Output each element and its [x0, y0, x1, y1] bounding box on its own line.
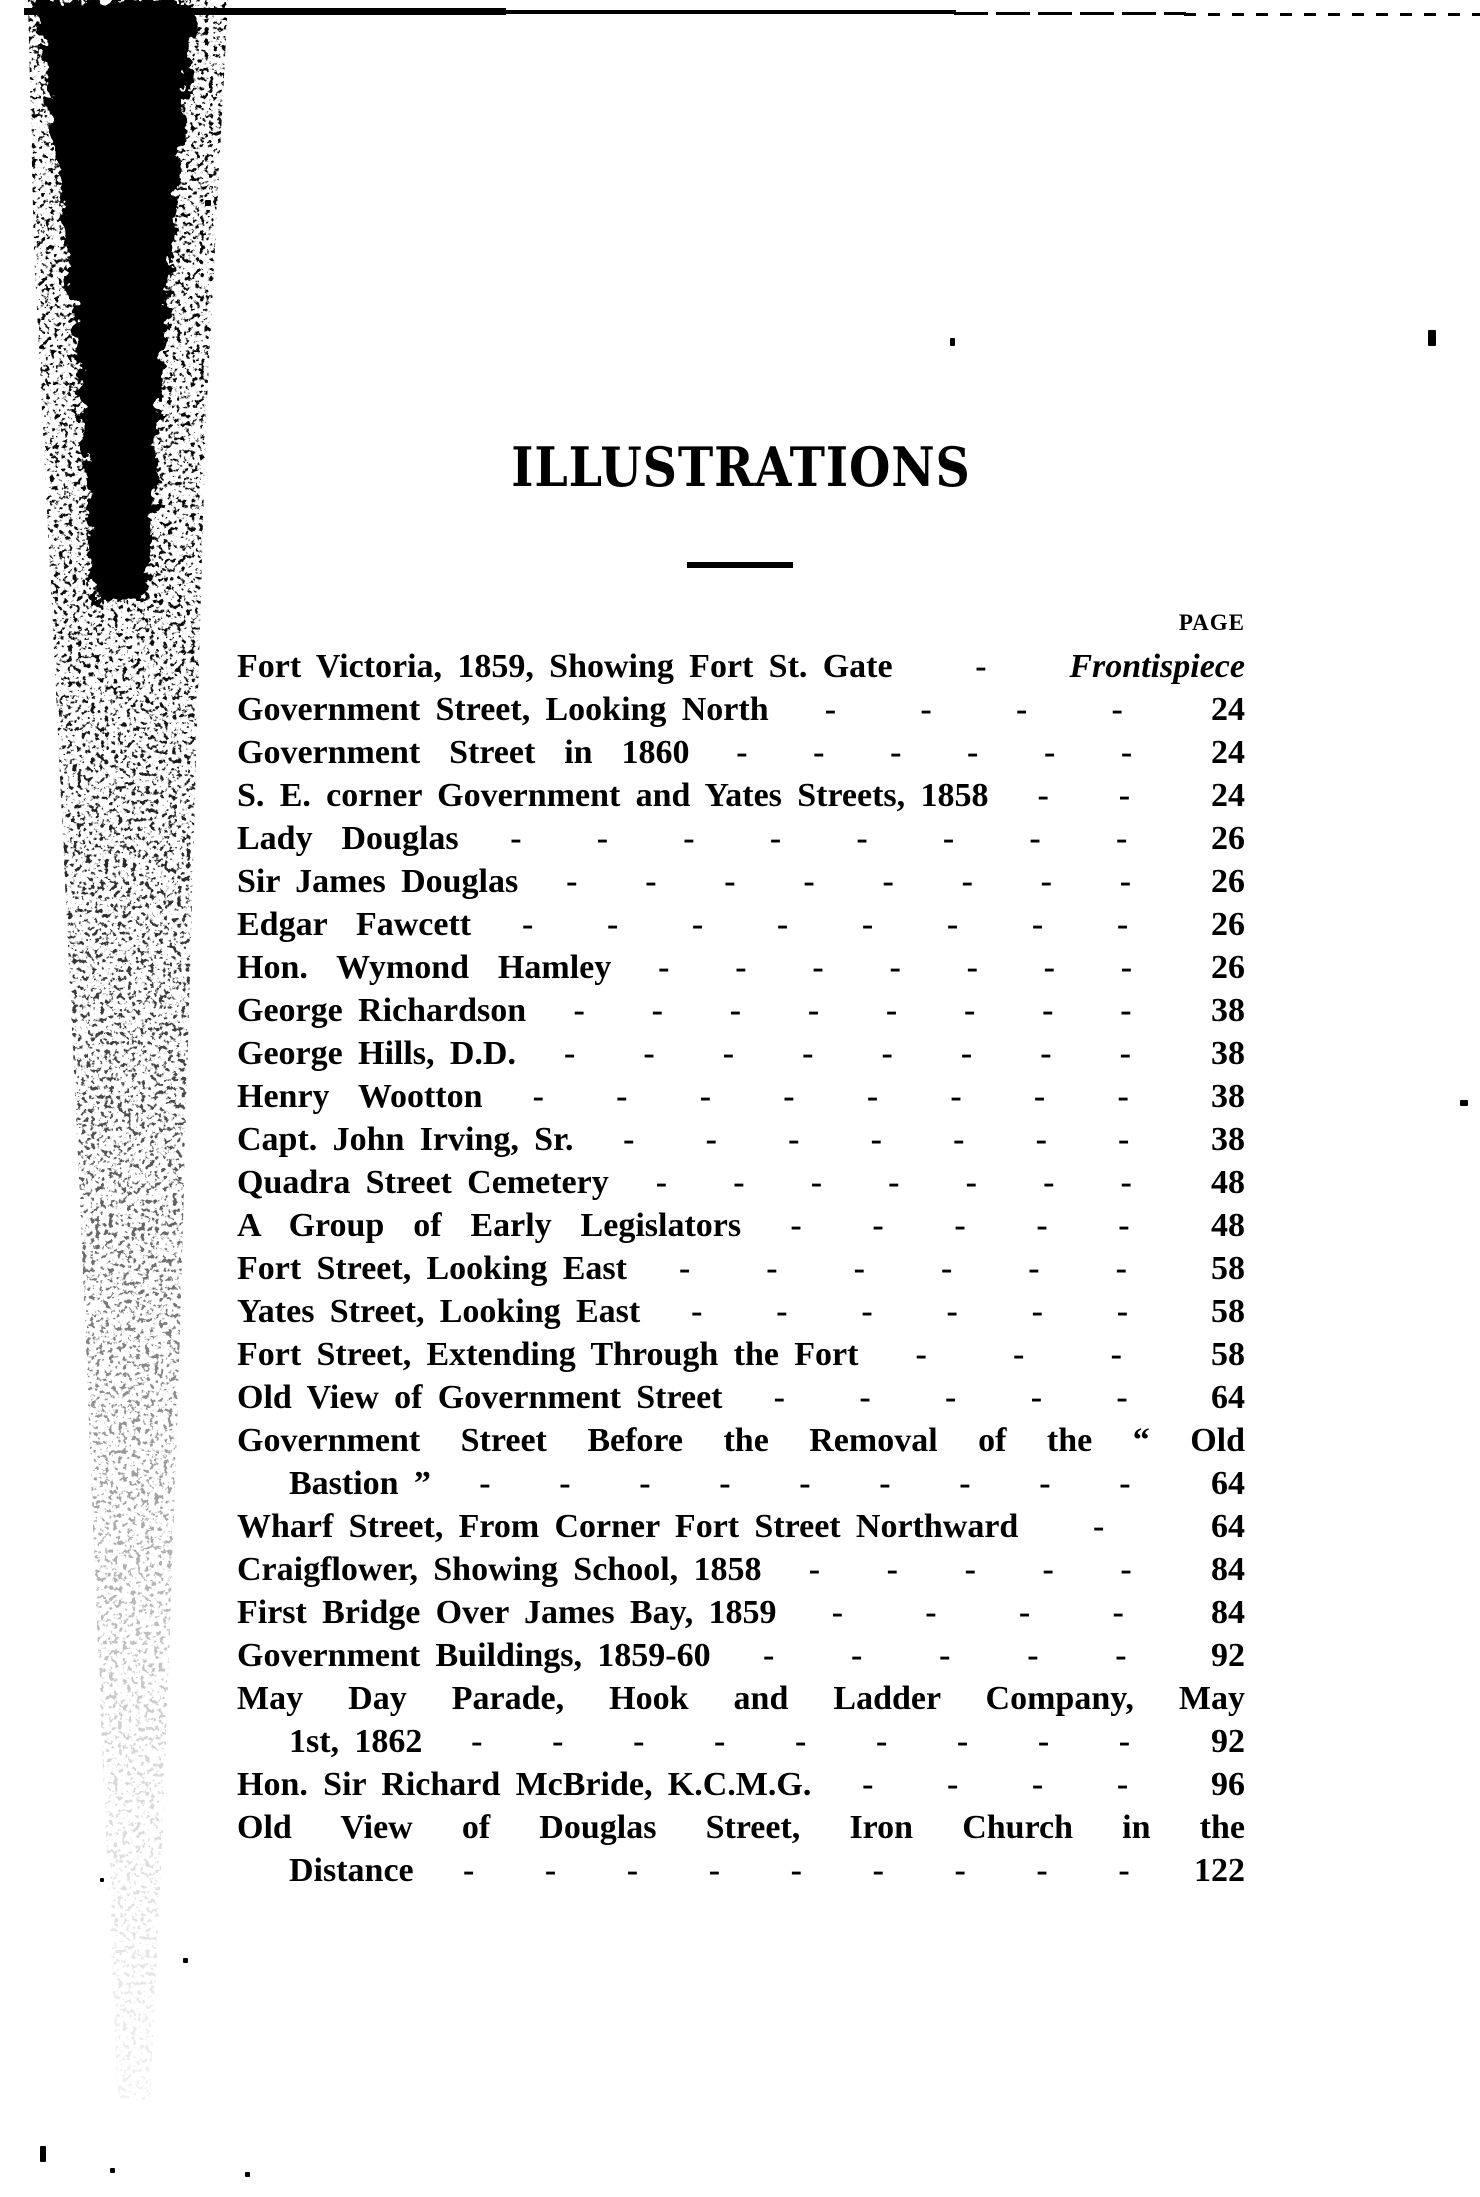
- entry-page: 26: [1211, 949, 1245, 986]
- leader-dash: -: [1117, 1078, 1129, 1115]
- leader-dash: -: [705, 1121, 717, 1158]
- leader-dash: -: [1031, 1293, 1043, 1330]
- leader-dashes: [858, 1333, 1179, 1376]
- leader-dash: -: [544, 1852, 557, 1889]
- leader-dash: -: [1042, 1551, 1054, 1588]
- ink-speck: [1460, 1100, 1468, 1106]
- entry-page: 64: [1211, 1379, 1245, 1416]
- toc-entry-row: [237, 1376, 1245, 1419]
- leader-dash: -: [886, 1551, 898, 1588]
- leader-dash: -: [729, 992, 742, 1029]
- leader-dash: -: [1040, 863, 1052, 900]
- entry-page: 24: [1211, 777, 1245, 814]
- leader-dash: -: [708, 1852, 721, 1889]
- leader-dash: -: [939, 1637, 951, 1674]
- leader-dash: -: [1115, 820, 1128, 857]
- leader-dash: -: [626, 1852, 639, 1889]
- leader-dash: -: [1040, 1035, 1052, 1072]
- entry-page: 38: [1211, 1121, 1245, 1158]
- leader-dash: -: [783, 1078, 795, 1115]
- leader-dashes: [893, 645, 1070, 688]
- leader-dash: -: [606, 906, 619, 943]
- toc-entry-row: [237, 946, 1245, 989]
- entry-page: 26: [1211, 906, 1245, 943]
- leader-dashes: [640, 1290, 1179, 1333]
- leader-dash: -: [623, 1121, 635, 1158]
- leader-dashes: [516, 1032, 1179, 1075]
- entry-page: 122: [1194, 1852, 1245, 1889]
- toc-entry-row: [237, 1591, 1245, 1634]
- entry-title: Lady Douglas: [237, 820, 459, 857]
- leader-dash: -: [1116, 906, 1129, 943]
- leader-dash: -: [799, 1465, 811, 1502]
- entry-title: Fort Victoria, 1859, Showing Fort St. Gate: [237, 648, 893, 685]
- leader-dashes: [741, 1204, 1179, 1247]
- toc-entry-row: [237, 774, 1245, 817]
- entry-title-wrapped-line: May Day Parade, Hook and Ladder Company, May: [237, 1680, 1245, 1717]
- leader-dash: -: [733, 1164, 745, 1201]
- leader-dash: -: [794, 1723, 807, 1760]
- entry-title: Capt. John Irving, Sr.: [237, 1121, 574, 1158]
- toc-entry-row: [237, 1548, 1245, 1591]
- leader-dash: -: [953, 1121, 965, 1158]
- page-column-header: PAGE: [1178, 610, 1245, 635]
- leader-dash: -: [965, 1164, 977, 1201]
- toc-entry-row: [237, 1505, 1245, 1548]
- entry-title: George Richardson: [237, 992, 527, 1029]
- leader-dash: -: [964, 1551, 976, 1588]
- entry-page: 48: [1211, 1164, 1245, 1201]
- leader-dash: -: [776, 906, 789, 943]
- leader-dash: -: [946, 1293, 958, 1330]
- leader-dash: -: [1036, 1852, 1048, 1889]
- toc-entry-row: [237, 1462, 1245, 1505]
- entry-title: Government Buildings, 1859-60: [237, 1637, 711, 1674]
- leader-dashes: [711, 1634, 1179, 1677]
- leader-dashes: [723, 1376, 1180, 1419]
- leader-dash: -: [1116, 1379, 1128, 1416]
- entry-title: Henry Wootton: [237, 1078, 483, 1115]
- toc-entry-row: [237, 1634, 1245, 1677]
- leader-dash: -: [1116, 1293, 1129, 1330]
- leader-dash: -: [875, 1723, 888, 1760]
- leader-dash: -: [552, 1723, 564, 1760]
- entry-title: Distance: [289, 1852, 414, 1889]
- leader-dash: -: [643, 1035, 655, 1072]
- leader-dash: -: [831, 1594, 844, 1631]
- leader-dash: -: [890, 734, 902, 771]
- leader-dash: -: [945, 1379, 957, 1416]
- entry-title: S. E. corner Government and Yates Streets, 1858: [237, 777, 989, 814]
- leader-dash: -: [1018, 1594, 1031, 1631]
- leader-dash: -: [803, 863, 815, 900]
- leader-dash: -: [1030, 1379, 1043, 1416]
- leader-dash: -: [722, 1035, 735, 1072]
- leader-dash: -: [559, 1465, 571, 1502]
- leader-dash: -: [1033, 1078, 1046, 1115]
- leader-dash: -: [1110, 1336, 1122, 1373]
- leader-dash: -: [851, 1637, 863, 1674]
- toc-entry-row: [237, 860, 1245, 903]
- leader-dash: -: [1013, 1336, 1025, 1373]
- leader-dash: -: [658, 949, 670, 986]
- leader-dash: -: [776, 1293, 788, 1330]
- leader-dashes: [761, 1548, 1179, 1591]
- leader-dash: -: [1031, 906, 1044, 943]
- ink-speck: [1428, 330, 1436, 346]
- leader-dash: -: [655, 1164, 668, 1201]
- toc-entry-row: [237, 1204, 1245, 1247]
- leader-dash: -: [691, 1293, 703, 1330]
- leader-dash: -: [961, 863, 973, 900]
- entry-page: 26: [1211, 863, 1245, 900]
- toc-entry-row: [237, 688, 1245, 731]
- entry-page: 84: [1211, 1551, 1245, 1588]
- leader-dash: -: [879, 1465, 891, 1502]
- leader-dash: -: [521, 906, 534, 943]
- entry-page: 64: [1211, 1465, 1245, 1502]
- leader-dashes: [769, 688, 1179, 731]
- leader-dash: -: [678, 1250, 691, 1287]
- entry-title-wrapped-line: Old View of Douglas Street, Iron Church in the: [237, 1809, 1245, 1846]
- leader-dash: -: [1043, 949, 1055, 986]
- entry-title: Edgar Fawcett: [237, 906, 472, 943]
- leader-dash: -: [769, 820, 782, 857]
- leader-dashes: [518, 860, 1179, 903]
- leader-dash: -: [1015, 691, 1028, 728]
- leader-dash: -: [872, 1852, 884, 1889]
- toc-entry-row: [237, 1290, 1245, 1333]
- leader-dash: -: [824, 691, 837, 728]
- leader-dash: -: [870, 1121, 882, 1158]
- ink-speck: [40, 2146, 46, 2162]
- leader-dash: -: [1118, 1852, 1130, 1889]
- leader-dash: -: [633, 1723, 645, 1760]
- leader-dash: -: [959, 1465, 971, 1502]
- leader-dash: -: [639, 1465, 651, 1502]
- entry-page: 24: [1211, 734, 1245, 771]
- entry-page: 92: [1211, 1723, 1245, 1760]
- leader-dash: -: [966, 949, 978, 986]
- toc-entry-row: [237, 1161, 1245, 1204]
- leader-dash: -: [1120, 734, 1133, 771]
- leader-dashes: [988, 774, 1179, 817]
- entry-title: Quadra Street Cemetery: [237, 1164, 609, 1201]
- leader-dash: -: [1043, 734, 1056, 771]
- leader-dash: -: [807, 992, 820, 1029]
- entry-title: Sir James Douglas: [237, 863, 519, 900]
- entry-page: 92: [1211, 1637, 1245, 1674]
- leader-dash: -: [1115, 1250, 1127, 1287]
- leader-dash: -: [479, 1465, 491, 1502]
- toc-entry-row: [237, 903, 1245, 946]
- leader-dash: -: [1120, 949, 1133, 986]
- leader-dash: -: [790, 1207, 802, 1244]
- top-edge-line-dotted: [1184, 13, 1480, 16]
- leader-dash: -: [1036, 1207, 1048, 1244]
- leader-dash: -: [942, 820, 955, 857]
- entry-title: Hon. Wymond Hamley: [237, 949, 612, 986]
- leader-dash: -: [915, 1336, 927, 1373]
- page-title: ILLUSTRATIONS: [511, 435, 971, 499]
- ink-speck: [245, 2172, 250, 2177]
- leader-dash: -: [861, 906, 874, 943]
- leader-dash: -: [956, 1723, 969, 1760]
- leader-dashes: [627, 1247, 1179, 1290]
- leader-dash: -: [1118, 1207, 1130, 1244]
- leader-dash: -: [1037, 777, 1049, 814]
- leader-dash: -: [735, 949, 747, 986]
- ink-speck: [100, 1878, 104, 1882]
- leader-dash: -: [1120, 1164, 1132, 1201]
- leader-dashes: [777, 1591, 1179, 1634]
- leader-dash: -: [1118, 777, 1131, 814]
- leader-dash: -: [1093, 1508, 1105, 1545]
- leader-dash: -: [872, 1207, 884, 1244]
- toc-entry-row: [237, 817, 1245, 860]
- toc-entry-row: [237, 1032, 1245, 1075]
- leader-dash: -: [766, 1250, 778, 1287]
- leader-dash: -: [724, 863, 736, 900]
- entry-page: 48: [1211, 1207, 1245, 1244]
- leader-dash: -: [954, 1852, 966, 1889]
- entry-page: 58: [1211, 1293, 1245, 1330]
- ink-speck: [205, 200, 211, 206]
- entry-title: George Hills, D.D.: [237, 1035, 516, 1072]
- entry-title: Old View of Government Street: [237, 1379, 723, 1416]
- toc-entry-row: [237, 989, 1245, 1032]
- leader-dash: -: [859, 1379, 871, 1416]
- ink-speck: [183, 1958, 188, 1963]
- leader-dash: -: [856, 820, 868, 857]
- leader-dash: -: [802, 1035, 814, 1072]
- leader-dash: -: [808, 1551, 821, 1588]
- leader-dash: -: [714, 1723, 726, 1760]
- leader-dash: -: [510, 820, 522, 857]
- leader-dash: -: [960, 1035, 973, 1072]
- leader-dash: -: [1120, 1551, 1132, 1588]
- leader-dash: -: [1035, 1121, 1047, 1158]
- leader-dashes: [459, 817, 1179, 860]
- leader-dash: -: [964, 992, 976, 1029]
- toc-entry-row: [237, 1720, 1245, 1763]
- leader-dash: -: [651, 992, 663, 1029]
- entry-title: Craigflower, Showing School, 1858: [237, 1551, 762, 1588]
- leader-dash: -: [1028, 1250, 1040, 1287]
- entry-page: 64: [1211, 1508, 1245, 1545]
- leader-dash: -: [967, 734, 979, 771]
- entry-title: First Bridge Over James Bay, 1859: [237, 1594, 777, 1631]
- leader-dash: -: [1042, 992, 1054, 1029]
- leader-dash: -: [950, 1078, 962, 1115]
- leader-dash: -: [1115, 1637, 1127, 1674]
- leader-dash: -: [532, 1078, 544, 1115]
- entry-page: 38: [1211, 1035, 1245, 1072]
- entry-title: Government Street, Looking North: [237, 691, 769, 728]
- entry-title: Wharf Street, From Corner Fort Street Northward: [237, 1508, 1019, 1545]
- leader-dash: -: [853, 1250, 865, 1287]
- leader-dash: -: [940, 1250, 953, 1287]
- toc-entry-row: [237, 1247, 1245, 1290]
- title-divider-rule: [687, 562, 793, 568]
- leader-dash: -: [1118, 1723, 1131, 1760]
- entry-title-wrapped-line: Government Street Before the Removal of the “ Old: [237, 1422, 1245, 1459]
- leader-dash: -: [1039, 1465, 1051, 1502]
- leader-dash: -: [946, 906, 959, 943]
- leader-dashes: [609, 1161, 1179, 1204]
- leader-dashes: [526, 989, 1179, 1032]
- leader-dash: -: [888, 1164, 900, 1201]
- entry-title: Fort Street, Looking East: [237, 1250, 627, 1287]
- leader-dash: -: [889, 949, 901, 986]
- leader-dash: -: [683, 820, 695, 857]
- leader-dash: -: [1027, 1637, 1039, 1674]
- entry-title: Bastion ”: [289, 1465, 431, 1502]
- leader-dash: -: [471, 1723, 483, 1760]
- leader-dash: -: [462, 1852, 475, 1889]
- entry-page: 96: [1211, 1766, 1245, 1803]
- leader-dash: -: [788, 1121, 800, 1158]
- leader-dash: -: [1119, 863, 1132, 900]
- leader-dash: -: [810, 1164, 823, 1201]
- leader-dash: -: [773, 1379, 785, 1416]
- leader-dash: -: [691, 906, 704, 943]
- leader-dash: -: [1029, 820, 1041, 857]
- leader-dashes: [422, 1720, 1179, 1763]
- toc-entry-row: [237, 645, 1245, 688]
- top-edge-line-dashed: [954, 12, 1186, 15]
- toc-entry-row: [237, 1333, 1245, 1376]
- entry-page: Frontispiece: [1069, 648, 1245, 685]
- entry-page: 58: [1211, 1336, 1245, 1373]
- leader-dash: -: [862, 1766, 874, 1803]
- leader-dash: -: [861, 1293, 873, 1330]
- entry-page: 24: [1211, 691, 1245, 728]
- leader-dash: -: [596, 820, 609, 857]
- leader-dashes: [1018, 1505, 1179, 1548]
- leader-dash: -: [790, 1852, 802, 1889]
- toc-entry-row: [237, 1075, 1245, 1118]
- entry-page: 84: [1211, 1594, 1245, 1631]
- entry-title: Government Street in 1860: [237, 734, 690, 771]
- leader-dash: -: [645, 863, 657, 900]
- toc-entry-row: [237, 1849, 1245, 1892]
- leader-dash: -: [1037, 1723, 1050, 1760]
- entry-title: Fort Street, Extending Through the Fort: [237, 1336, 859, 1373]
- top-edge-line-solid: [24, 8, 506, 15]
- leader-dash: -: [812, 949, 824, 986]
- leader-dash: -: [1111, 691, 1123, 728]
- leader-dash: -: [813, 734, 825, 771]
- entry-page: 38: [1211, 992, 1245, 1029]
- leader-dash: -: [954, 1207, 966, 1244]
- leader-dashes: [414, 1849, 1179, 1892]
- entry-page: 26: [1211, 820, 1245, 857]
- leader-dashes: [611, 946, 1179, 989]
- leader-dashes: [483, 1075, 1179, 1118]
- toc-entry-row: [237, 731, 1245, 774]
- leader-dash: -: [573, 992, 585, 1029]
- leader-dash: -: [881, 1035, 893, 1072]
- leader-dash: -: [1112, 1594, 1124, 1631]
- leader-dash: -: [736, 734, 748, 771]
- entry-page: 38: [1211, 1078, 1245, 1115]
- illustrations-list: [237, 645, 1245, 1892]
- leader-dash: -: [566, 863, 578, 900]
- toc-entry-row: [237, 1763, 1245, 1806]
- leader-dash: -: [947, 1766, 959, 1803]
- leader-dash: -: [699, 1078, 712, 1115]
- leader-dash: -: [1119, 1465, 1131, 1502]
- leader-dash: -: [563, 1035, 576, 1072]
- leader-dash: -: [616, 1078, 628, 1115]
- leader-dash: -: [762, 1637, 775, 1674]
- entry-title: Yates Street, Looking East: [237, 1293, 641, 1330]
- leader-dash: -: [866, 1078, 879, 1115]
- top-edge-line-thin: [504, 10, 956, 14]
- leader-dashes: [811, 1763, 1179, 1806]
- leader-dashes: [431, 1462, 1179, 1505]
- leader-dash: -: [885, 992, 898, 1029]
- scan-gutter-noise: [0, 0, 260, 2197]
- leader-dashes: [689, 731, 1179, 774]
- leader-dash: -: [1031, 1766, 1044, 1803]
- entry-page: 58: [1211, 1250, 1245, 1287]
- leader-dash: -: [882, 863, 894, 900]
- entry-title: Hon. Sir Richard McBride, K.C.M.G.: [237, 1766, 812, 1803]
- entry-title: 1st, 1862: [289, 1723, 423, 1760]
- leader-dash: -: [1119, 1035, 1131, 1072]
- leader-dashes: [471, 903, 1179, 946]
- leader-dash: -: [1116, 1766, 1129, 1803]
- ink-speck: [110, 2168, 115, 2173]
- ink-speck: [950, 338, 955, 346]
- leader-dash: -: [1043, 1164, 1055, 1201]
- leader-dash: -: [719, 1465, 731, 1502]
- leader-dashes: [574, 1118, 1179, 1161]
- leader-dash: -: [1120, 992, 1132, 1029]
- leader-dash: -: [1118, 1121, 1130, 1158]
- toc-entry-row: [237, 1118, 1245, 1161]
- leader-dash: -: [925, 1594, 937, 1631]
- leader-dash: -: [975, 648, 987, 685]
- entry-title: A Group of Early Legislators: [237, 1207, 742, 1244]
- leader-dash: -: [920, 691, 932, 728]
